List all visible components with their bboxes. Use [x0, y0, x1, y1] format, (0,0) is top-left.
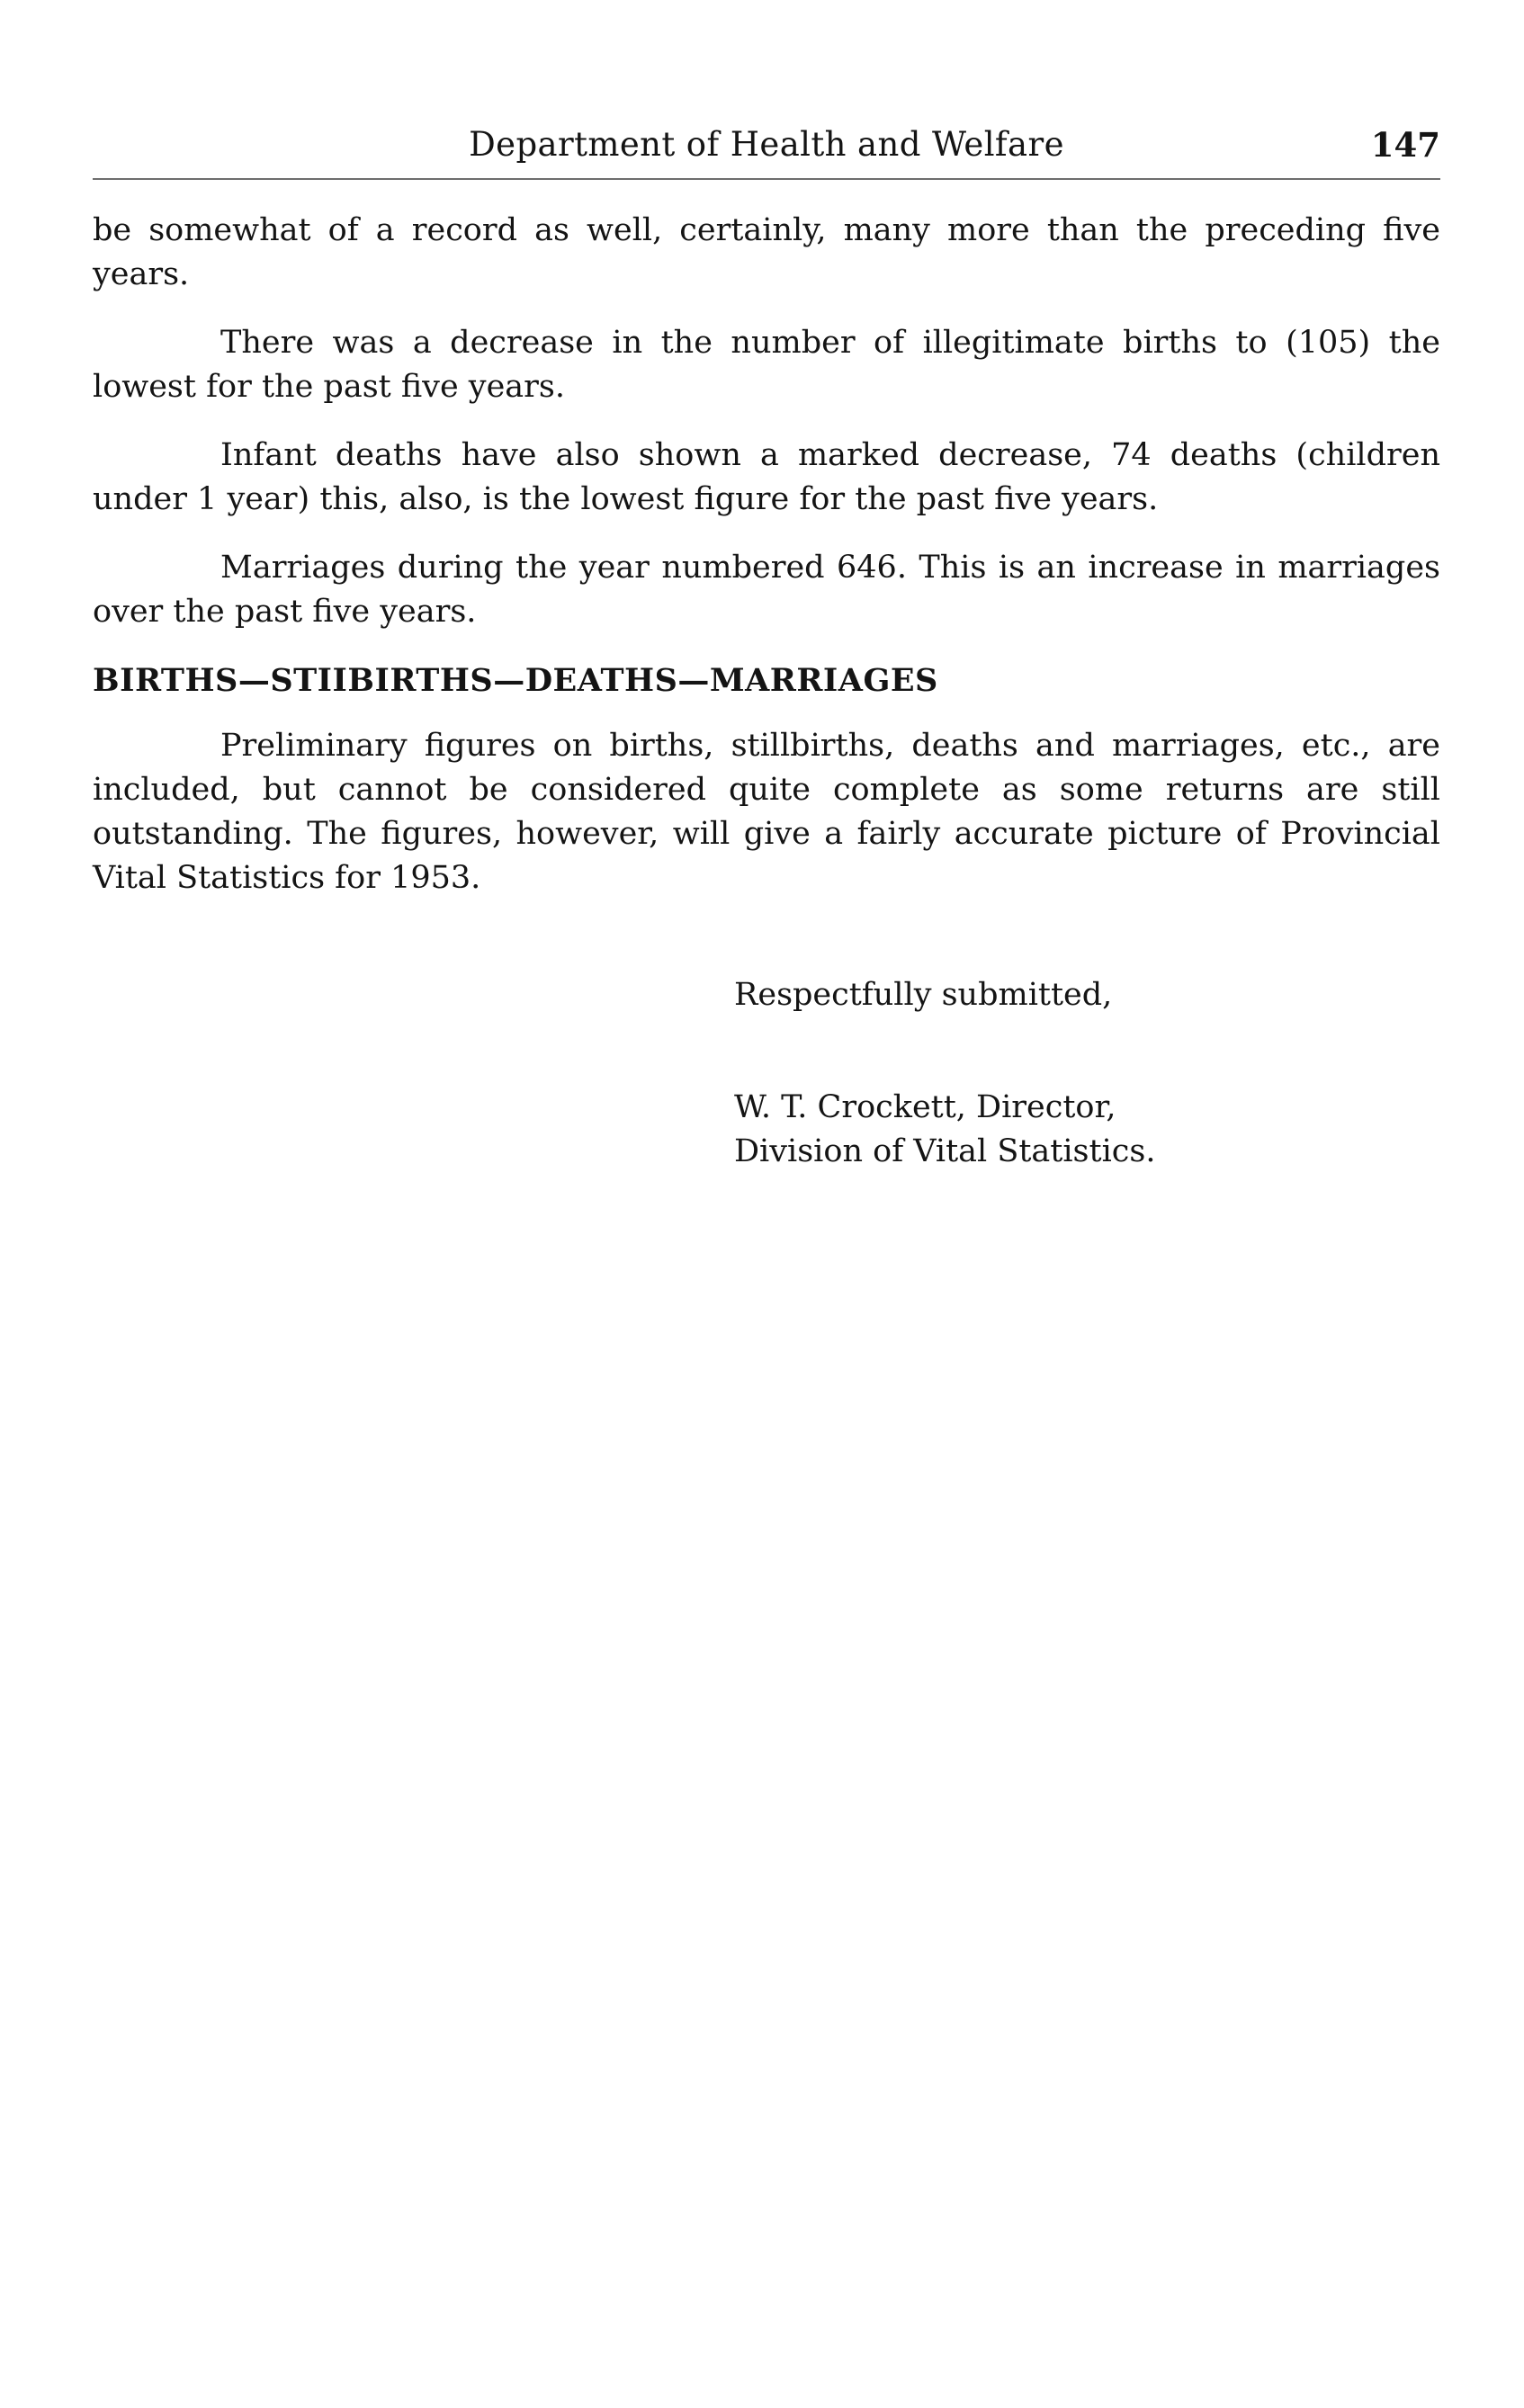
signer-name-title: W. T. Crockett, Director, [734, 1089, 1116, 1125]
closing-salutation: Respectfully submitted, [734, 977, 1113, 1013]
header-rule [93, 178, 1440, 180]
vital-statistics-heading: BIRTHS—STIIBIRTHS—DEATHS—MARRIAGES [93, 662, 938, 699]
page-number: 147 [1370, 125, 1440, 165]
preliminary-figures-paragraph: Preliminary figures on births, stillbirths, deaths and marriages, etc., are included, but cannot be considered quite complete as some returns are still outstanding. The figures, however, will give a fairly accurate picture of Provincial Vital Statistics for 1953. [93, 728, 1440, 896]
signature-block [734, 1086, 1418, 1174]
continued-paragraph: be somewhat of a record as well, certainly, many more than the preceding five years. [93, 212, 1440, 292]
running-header [93, 117, 1440, 173]
illegitimate-births-paragraph: There was a decrease in the number of illegitimate births to (105) the lowest for the past five years. [93, 325, 1440, 405]
running-header-title: Department of Health and Welfare [469, 125, 1064, 164]
signer-division: Division of Vital Statistics. [734, 1133, 1156, 1169]
infant-deaths-paragraph: Infant deaths have also shown a marked decrease, 74 deaths (children under 1 year) this, also, is the lowest figure for the past five years. [93, 437, 1440, 517]
marriages-paragraph: Marriages during the year numbered 646. This is an increase in marriages over the past five years. [93, 550, 1440, 630]
report-body [93, 209, 1440, 925]
